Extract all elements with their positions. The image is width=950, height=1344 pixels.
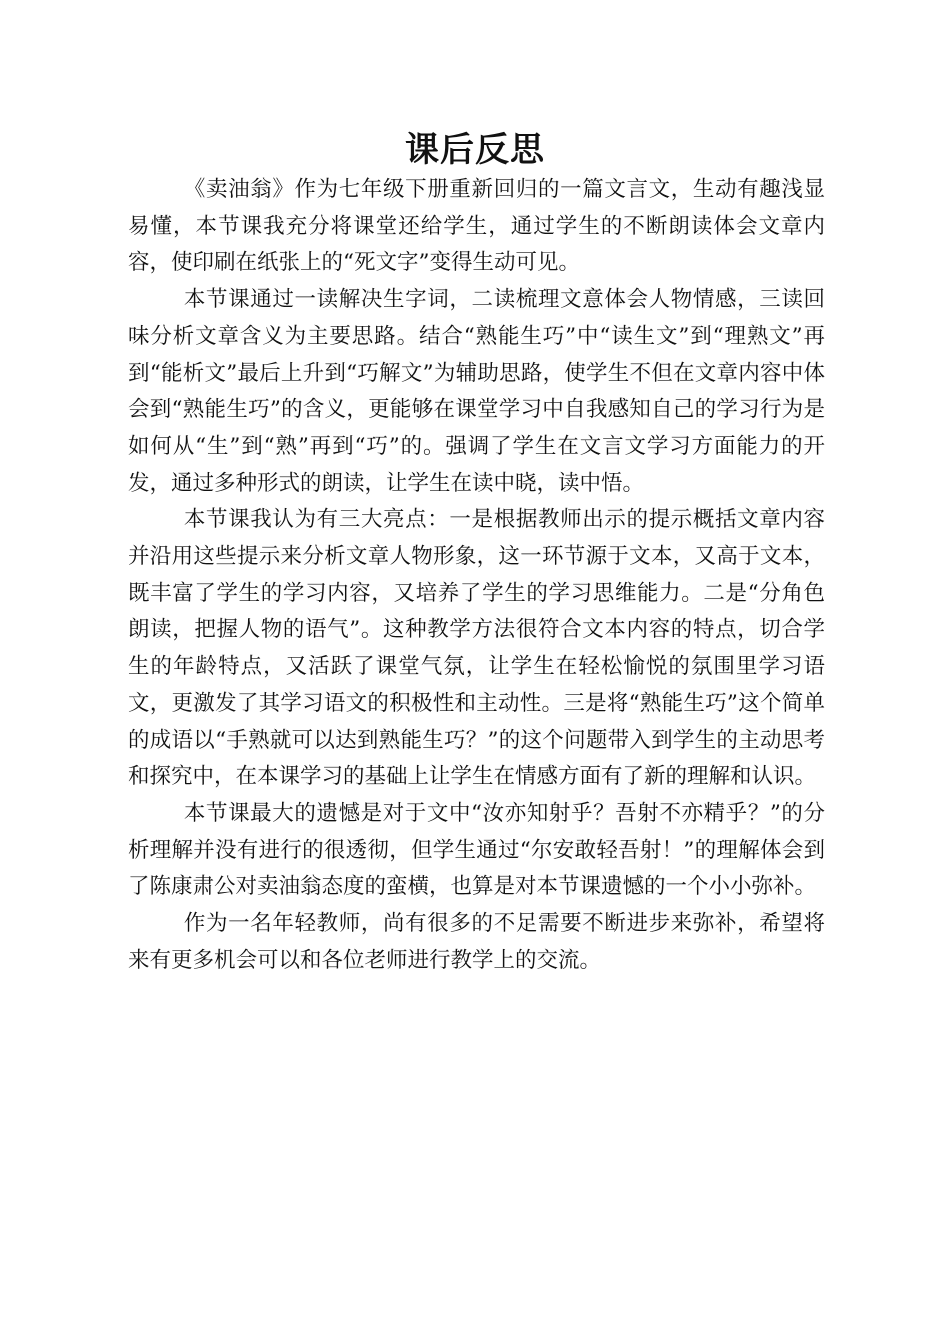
paragraph-3: 本节课我认为有三大亮点：一是根据教师出示的提示概括文章内容并沿用这些提示来分析文章人物形象，这一环节源于文本，又高于文本，既丰富了学生的学习内容，又培养了学生的学习思维能力。二是“分角色朗读，把握人物的语气”。这种教学方法很符合文本内容的特点，切合学生的年龄特点，又活跃了课堂气氛，让学生在轻松愉悦的氛围里学习语文，更激发了其学习语文的积极性和主动性。三是将“熟能生巧”这个简单的成语以“手熟就可以达到熟能生巧？”的这个问题带入到学生的主动思考和探究中，在本课学习的基础上让学生在情感方面有了新的理解和认识。 (128, 507, 825, 790)
paragraph-4: 本节课最大的遗憾是对于文中“汝亦知射乎？吾射不亦精乎？”的分析理解并没有进行的很透彻，但学生通过“尔安敢轻吾射！”的理解体会到了陈康肃公对卖油翁态度的蛮横，也算是对本节课遗憾的一个小小弥补。 (128, 800, 825, 900)
document-body (128, 172, 825, 979)
paragraph-5: 作为一名年轻教师，尚有很多的不足需要不断进步来弥补，希望将来有更多机会可以和各位老师进行教学上的交流。 (128, 911, 825, 973)
paragraph-2: 本节课通过一读解决生字词，二读梳理文意体会人物情感，三读回味分析文章含义为主要思路。结合“熟能生巧”中“读生文”到“理熟文”再到“能析文”最后上升到“巧解文”为辅助思路，使学生不但在文章内容中体会到“熟能生巧”的含义，更能够在课堂学习中自我感知自己的学习行为是如何从“生”到“熟”再到“巧”的。强调了学生在文言文学习方面能力的开发，通过多种形式的朗读，让学生在读中晓，读中悟。 (128, 287, 825, 496)
paragraph-1: 《卖油翁》作为七年级下册重新回归的一篇文言文，生动有趣浅显易懂，本节课我充分将课堂还给学生，通过学生的不断朗读体会文章内容，使印刷在纸张上的“死文字”变得生动可见。 (128, 177, 825, 276)
page-title: 课后反思 (405, 130, 545, 170)
